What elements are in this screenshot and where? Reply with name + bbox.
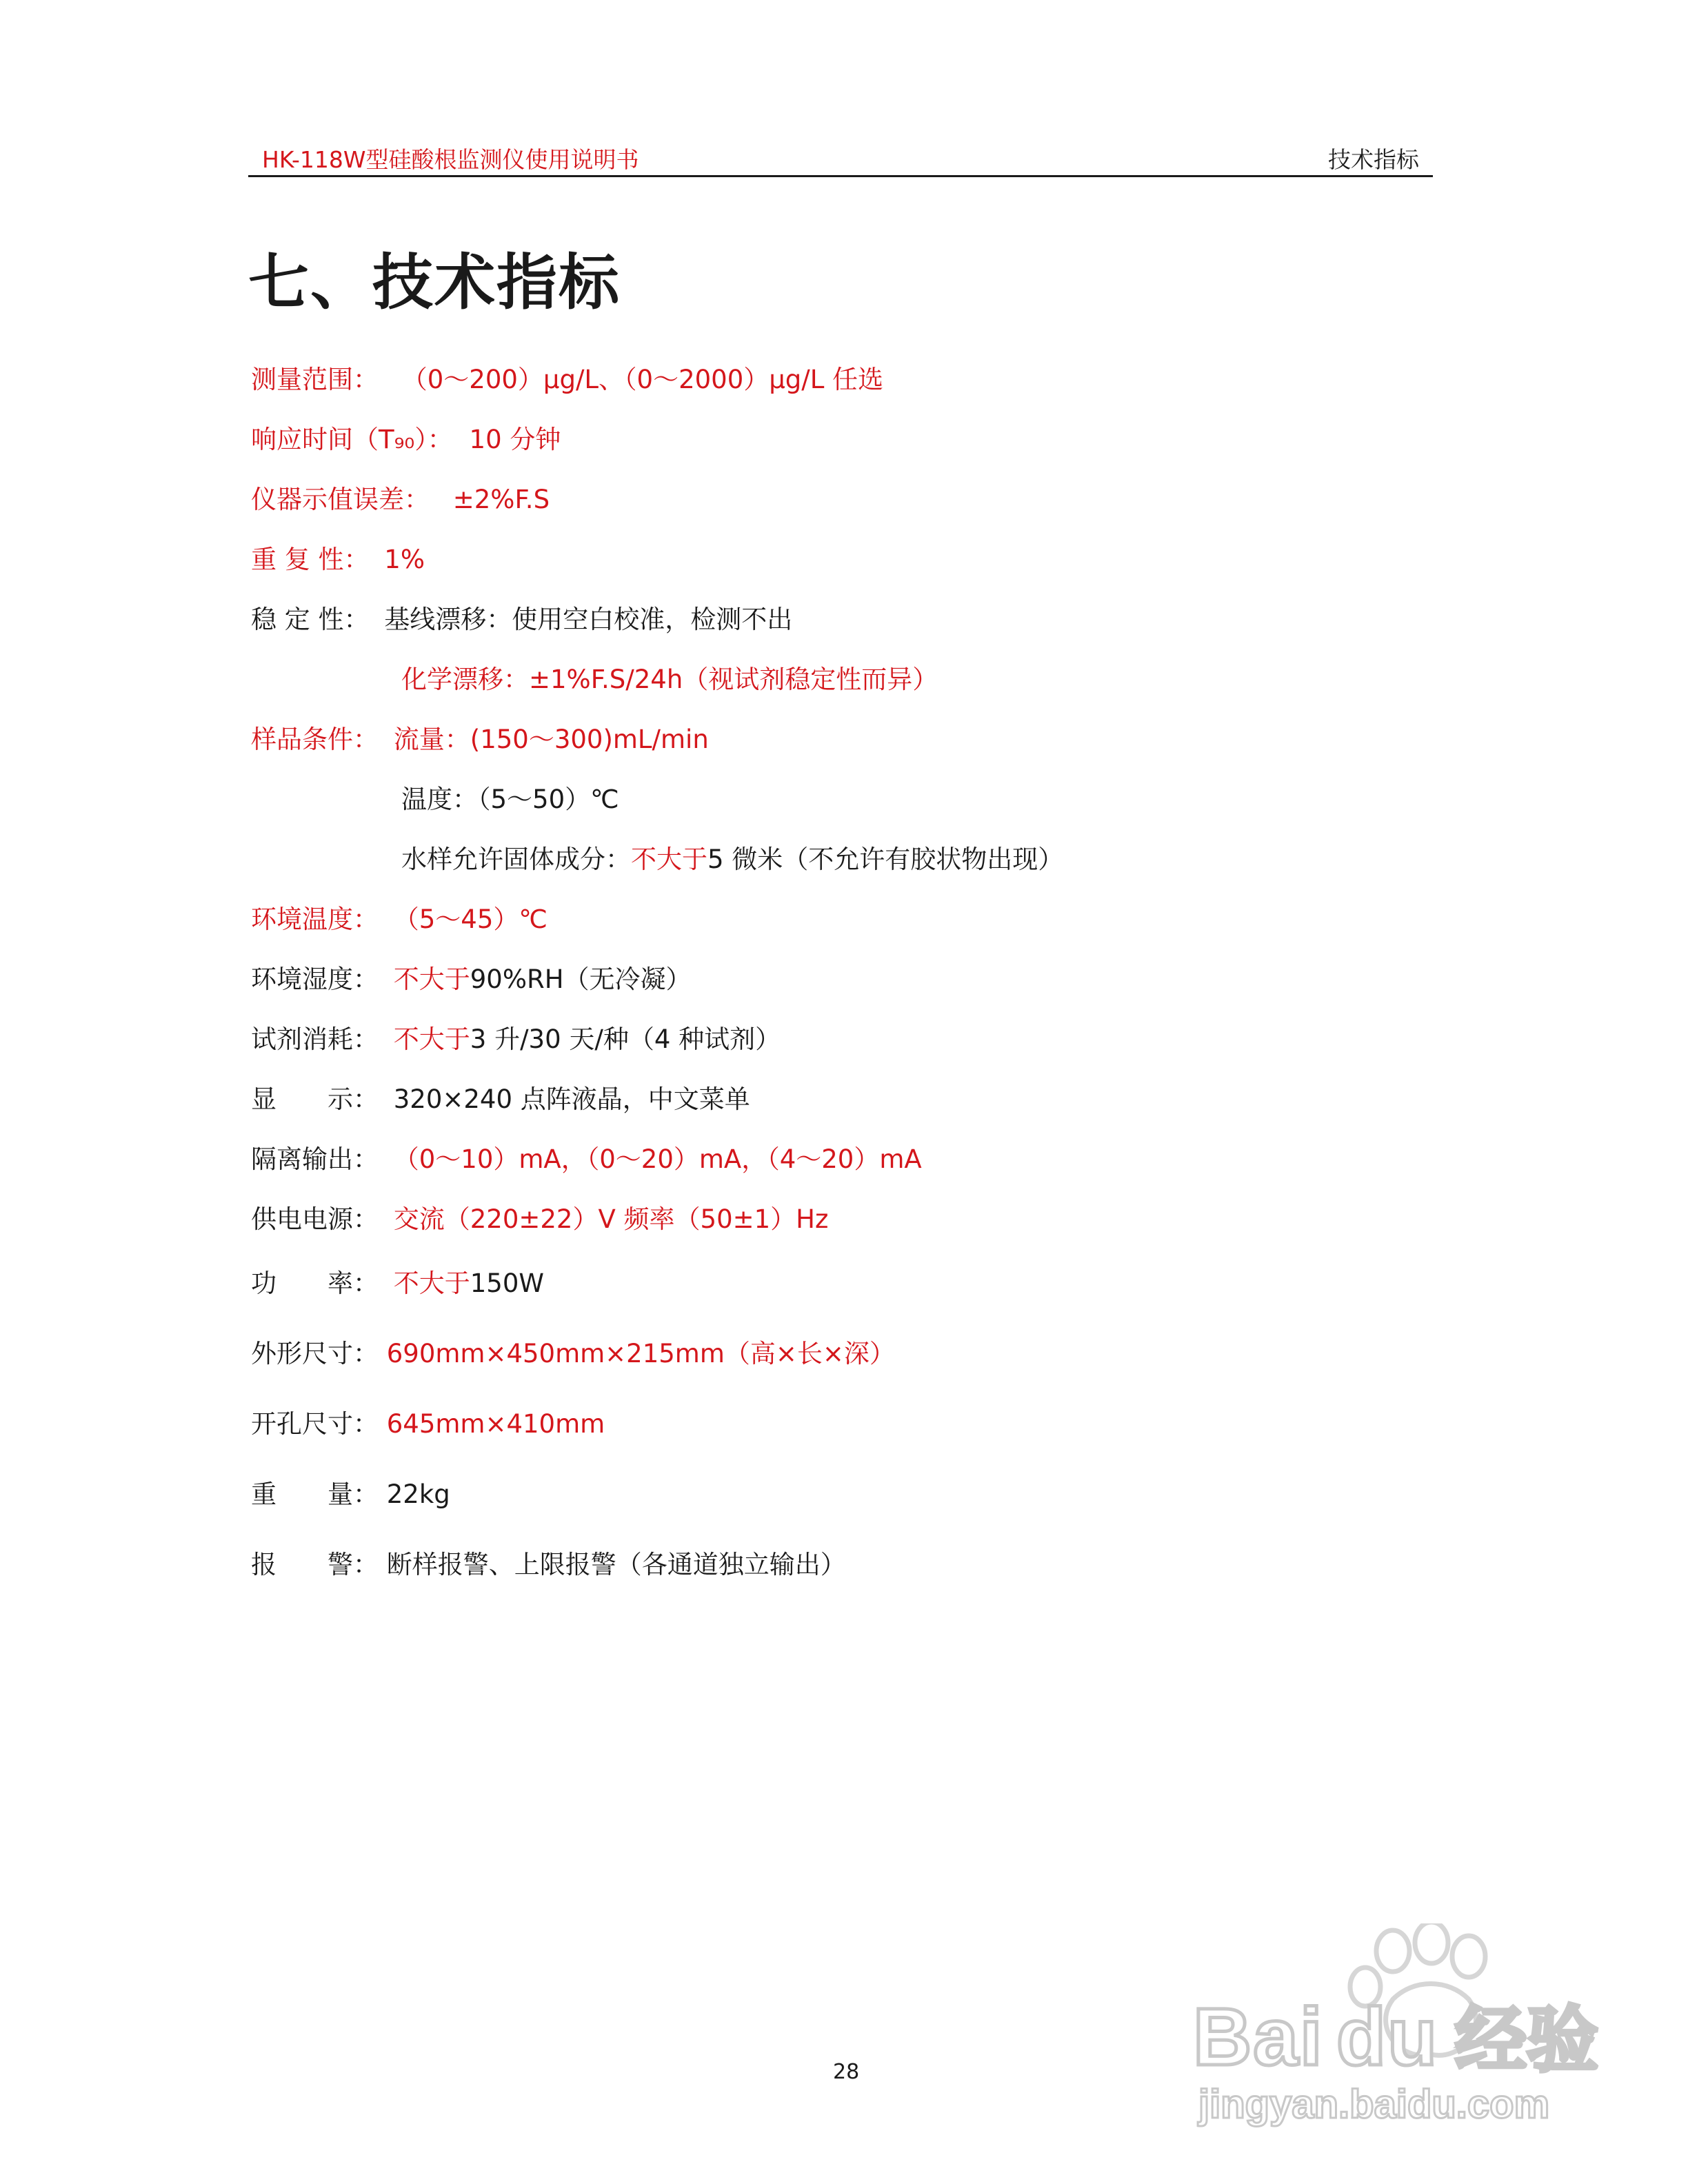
spec-sample-conditions: [251, 718, 709, 756]
spec-value: 690mm×450mm×215mm（高×长×深）: [386, 1339, 895, 1368]
spec-label: 显 示：: [251, 1084, 379, 1114]
spec-repeatability: [251, 538, 425, 576]
spec-ambient-temperature: [251, 898, 547, 936]
header-doc-title: HK-118W型硅酸根监测仪使用说明书: [262, 146, 639, 173]
spec-value: （0～10）mA，（0～20）mA，（4～20）mA: [393, 1144, 922, 1174]
spec-emphasis: 不大于: [393, 964, 470, 994]
spec-value: 320×240 点阵液晶，中文菜单: [393, 1084, 750, 1114]
spec-cutout: [251, 1403, 605, 1440]
spec-display: [251, 1078, 750, 1115]
svg-text:Bai: Bai: [1193, 1992, 1324, 2083]
spec-label: 外形尺寸：: [251, 1339, 379, 1368]
watermark-site-text: jingyan.baidu.com: [1198, 2082, 1550, 2127]
page-title: 七、技术指标: [248, 247, 621, 318]
spec-value: 1%: [384, 545, 425, 574]
spec-label: 供电电源：: [251, 1204, 379, 1234]
spec-label: 样品条件：: [251, 725, 379, 754]
svg-text:du: du: [1336, 1992, 1439, 2083]
spec-stability: [251, 598, 792, 636]
header-section-name: 技术指标: [1328, 146, 1419, 173]
svg-text:经验: 经验: [1455, 1998, 1599, 2082]
spec-indication-error: [251, 478, 550, 516]
spec-isolated-output: [251, 1138, 922, 1175]
spec-label: 稳 定 性：: [251, 605, 370, 634]
spec-emphasis: 不大于: [393, 1024, 470, 1054]
spec-value: 645mm×410mm: [386, 1409, 605, 1439]
spec-value: 90%RH（无冷凝）: [470, 964, 692, 994]
spec-reagent-consumption: [251, 1018, 781, 1055]
spec-label: 仪器示值误差：: [251, 485, 430, 514]
spec-label: 重 复 性：: [251, 545, 370, 574]
spec-response-time: [251, 418, 561, 456]
spec-label: 报 警：: [251, 1550, 379, 1579]
spec-label: 功 率：: [251, 1268, 379, 1298]
spec-label: 响应时间（T₉₀）：: [251, 425, 453, 454]
spec-value: 3 升/30 天/种（4 种试剂）: [470, 1024, 781, 1054]
spec-value-baseline: 基线漂移：使用空白校准，检测不出: [384, 605, 793, 634]
solids-suffix: 5 微米（不允许有胶状物出现）: [707, 845, 1064, 874]
spec-label: 测量范围：: [251, 365, 379, 394]
spec-value: 10 分钟: [469, 425, 561, 454]
spec-weight: [251, 1473, 450, 1510]
spec-sample-solids: [401, 838, 1063, 876]
spec-label: 隔离输出：: [251, 1144, 379, 1174]
spec-power: [251, 1262, 544, 1300]
spec-value: ±2%F.S: [452, 485, 550, 514]
spec-label: 试剂消耗：: [251, 1024, 379, 1054]
spec-ambient-humidity: [251, 958, 692, 995]
spec-value: 22kg: [386, 1479, 450, 1509]
spec-label: 开孔尺寸：: [251, 1409, 379, 1439]
baidu-jingyan-watermark: [1186, 1923, 1614, 2130]
header-rule: [248, 175, 1433, 177]
spec-value-flow: 流量：(150～300)mL/min: [393, 725, 709, 754]
spec-label: 重 量：: [251, 1479, 379, 1509]
spec-stability-chemical: 化学漂移：±1%F.S/24h（视试剂稳定性而异）: [401, 665, 938, 694]
page-number: 28: [833, 2060, 860, 2084]
spec-value: 断样报警、上限报警（各通道独立输出）: [386, 1550, 846, 1579]
solids-prefix: 水样允许固体成分：: [401, 845, 631, 874]
spec-alarm: [251, 1544, 846, 1581]
page-header: [248, 136, 1433, 174]
spec-label: 环境温度：: [251, 904, 379, 934]
spec-power-supply: [251, 1198, 828, 1235]
spec-value: （5～45）℃: [393, 904, 547, 934]
spec-measurement-range: [251, 358, 883, 396]
spec-value: （0～200）μg/L、（0～2000）μg/L 任选: [401, 365, 884, 394]
spec-value: 150W: [470, 1268, 544, 1298]
watermark-brand-text: [1193, 1992, 1598, 2083]
solids-emphasis: 不大于: [631, 845, 707, 874]
spec-value: 交流（220±22）V 频率（50±1）Hz: [393, 1204, 829, 1234]
spec-label: 环境湿度：: [251, 964, 379, 994]
spec-emphasis: 不大于: [393, 1268, 470, 1298]
spec-sample-temperature: 温度：（5～50）℃: [401, 785, 619, 814]
spec-dimensions: [251, 1333, 895, 1370]
